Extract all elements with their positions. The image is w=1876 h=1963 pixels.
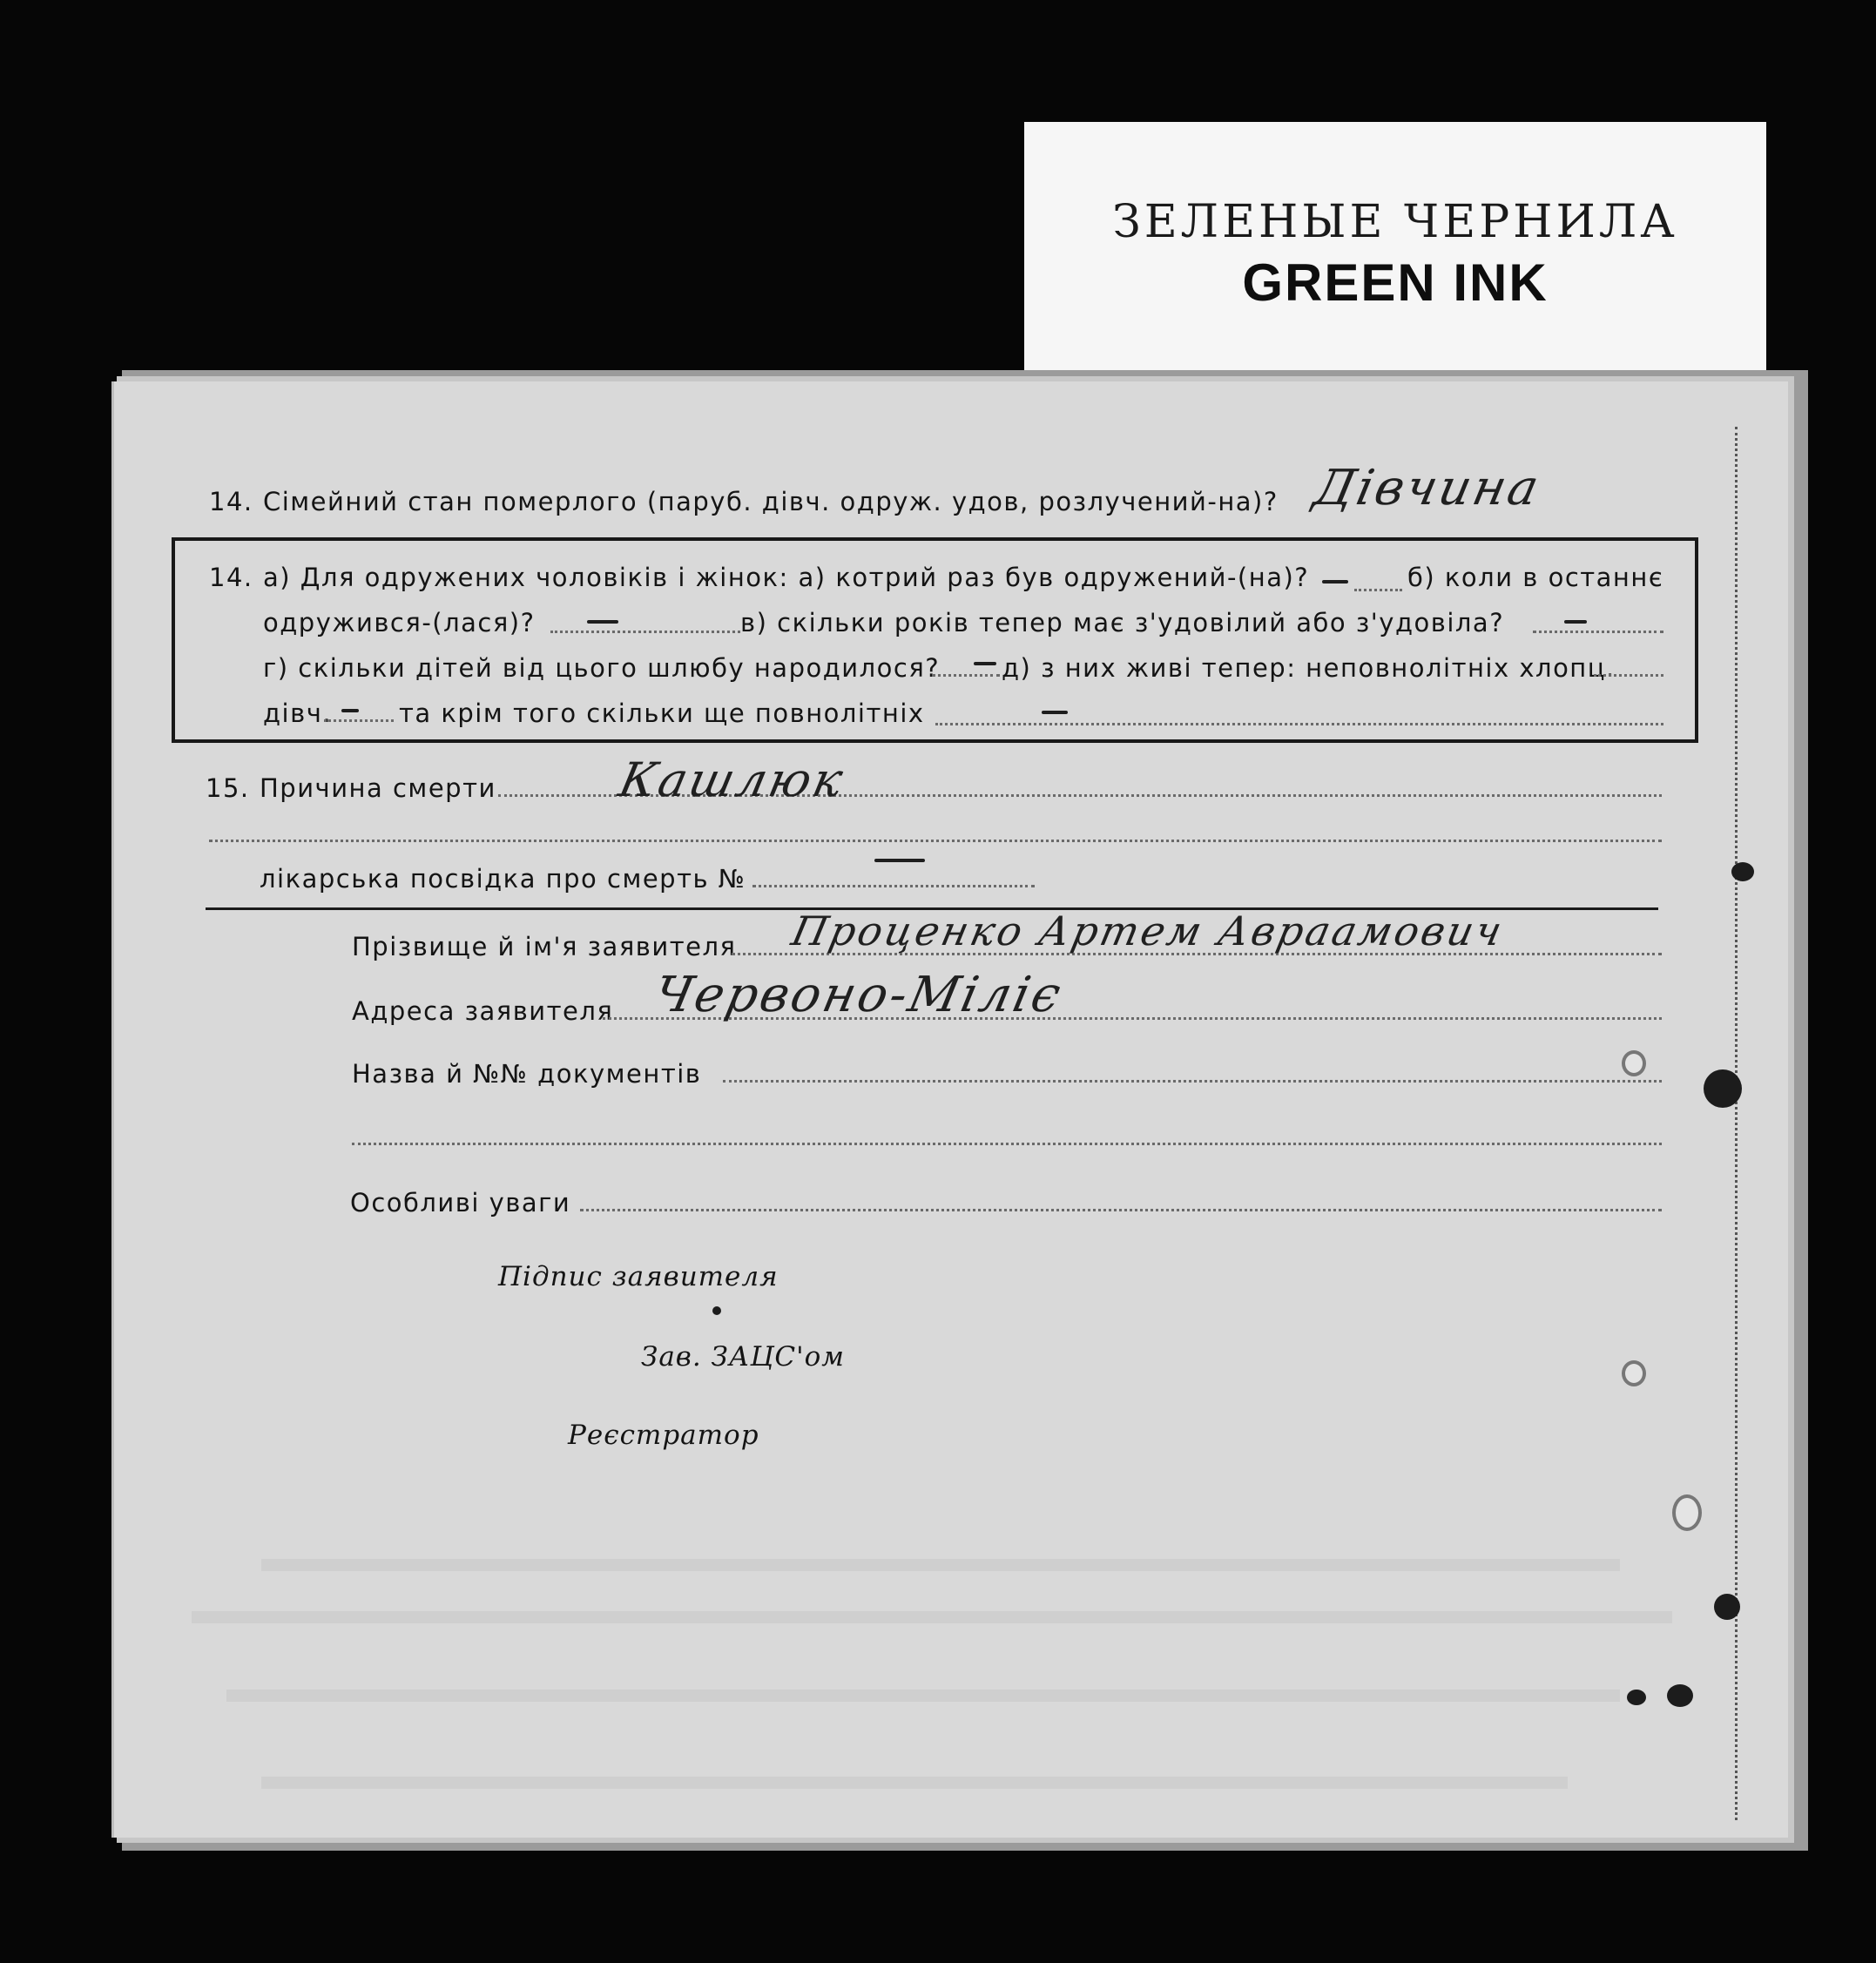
applicant-signature-label: Підпис заявителя — [498, 1261, 779, 1292]
label-russian-text: ЗЕЛЕНЫЕ ЧЕРНИЛА — [1112, 196, 1678, 248]
special-notes-line — [580, 1209, 1662, 1211]
q14a-line1-end: б) коли в останнє — [1407, 563, 1664, 592]
ink-dot — [712, 1306, 721, 1315]
applicant-name-label: Прізвище й ім'я заявителя — [352, 932, 737, 961]
q14a-line4-a: дівч. — [263, 698, 333, 728]
q14a-answer-line — [932, 674, 1000, 677]
q15-number: 15. — [206, 773, 250, 803]
q14a-answer-line — [324, 719, 394, 722]
punch-hole-mark — [1667, 1684, 1693, 1707]
special-notes-label: Особливі уваги — [350, 1188, 571, 1218]
q14a-answer-line — [935, 723, 1663, 725]
q15-label: Причина смерти — [260, 773, 496, 803]
applicant-address-label: Адреса заявителя — [352, 996, 614, 1026]
applicant-name-answer: Проценко Артем Авраамович — [787, 907, 1509, 955]
q14a-line2-a: одружився-(лася)? — [263, 608, 536, 637]
bleed-through-text — [226, 1690, 1620, 1702]
punch-hole-ring — [1622, 1050, 1646, 1076]
applicant-address-answer: Червоно-Міліє — [649, 967, 1069, 1023]
q14a-blank-dash — [1322, 580, 1348, 584]
q14a-line4-b: та крім того скільки ще повнолітніх — [399, 698, 925, 728]
registrar-label: Реєстратор — [568, 1420, 759, 1451]
documents-label: Назва й №№ документів — [352, 1059, 702, 1089]
q14a-answer-line — [550, 631, 740, 633]
q15-certificate-label: лікарська посвідка про смерть № — [260, 864, 746, 894]
punch-hole-mark — [1714, 1594, 1740, 1620]
green-ink-label-card — [1024, 122, 1766, 383]
documents-line-2 — [352, 1143, 1662, 1145]
q14-question: Сімейний стан померлого (паруб. дівч. одруж. удов, розлучений-на)? — [263, 487, 1279, 516]
q14a-blank-dash — [974, 662, 996, 665]
punch-hole-ring — [1622, 1360, 1646, 1386]
q14a-line1: а) Для одружених чоловіків і жінок: а) котрий раз був одружений-(на)? — [263, 563, 1310, 592]
punch-hole-mark — [1704, 1069, 1742, 1108]
q14a-blank-dash — [587, 620, 618, 624]
bleed-through-text — [261, 1777, 1568, 1789]
punch-hole-mark — [1627, 1690, 1646, 1705]
zags-head-label: Зав. ЗАЦС'ом — [641, 1341, 845, 1373]
q14-number: 14. — [209, 487, 253, 516]
bleed-through-text — [261, 1559, 1620, 1571]
q15-answer-line-2 — [209, 840, 1662, 842]
q14a-blank-dash — [1564, 620, 1587, 624]
punch-hole-ring — [1672, 1494, 1702, 1531]
bleed-through-text — [192, 1611, 1672, 1623]
label-english-text: GREEN INK — [1242, 253, 1549, 312]
q14a-line3-b: д) з них живі тепер: неповнолітніх хлопц. — [1002, 653, 1616, 683]
documents-line — [723, 1080, 1662, 1083]
q14a-answer-line — [1533, 631, 1663, 633]
q14a-blank-dash — [341, 709, 359, 712]
q14a-answer-line — [1594, 674, 1663, 677]
certificate-number-line — [752, 885, 1035, 887]
q14a-answer-line — [1354, 589, 1402, 591]
q14-marital-status-answer: Дівчина — [1309, 460, 1547, 516]
q14a-number: 14. — [209, 563, 253, 592]
certificate-number-dash — [874, 859, 925, 862]
q14a-line2-b: в) скільки років тепер має з'удовілий або з'удовіла? — [740, 608, 1505, 637]
q15-cause-of-death-answer: Кашлюк — [614, 752, 851, 807]
q14a-blank-dash — [1042, 711, 1068, 714]
q14a-line3-a: г) скільки дітей від цього шлюбу народилося? — [263, 653, 941, 683]
punch-hole-mark — [1731, 862, 1754, 881]
